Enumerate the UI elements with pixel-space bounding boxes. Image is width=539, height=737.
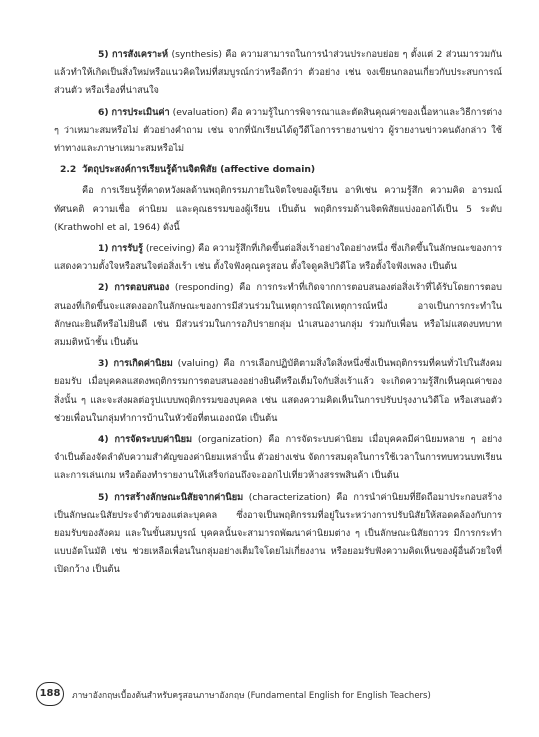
section-heading bbox=[60, 161, 502, 179]
item-text: (evaluation) คือ ความรู้ในการพิจารณาและตัดสินคุณค่าของเนื้อหาและวิธีการต่าง ๆ ว่าเหมาะสมหรือไม่ ตัวอย่างคำถาม เช่น จากที่นักเรียนได้ดูวีดีโอการรายงานข่าว ผู้รายงานข่าวคนดังกล่าว ใช้ท่าทางและภาษาเหมาะสมหรือไม่ bbox=[54, 106, 502, 155]
item-text: (organization) คือ การจัดระบบค่านิยม เมื่อบุคคลมีค่านิยมหลาย ๆ อย่าง จำเป็นต้องจัดลำดับความสำคัญของค่านิยมเหล่านั้น ตัวอย่างเช่น จัดการสมดุลในการใช้เวลาในการทบทวนบทเรียนและการเล่นเกม หรือต้องทำรายงานให้เสร็จก่อนถึงจะออกไปเที่ยวห้างสรรพสินค้า เป็นต้น bbox=[54, 434, 503, 482]
item-text: (synthesis) คือ ความสามารถในการนำส่วนประกอบย่อย ๆ ตั้งแต่ 2 ส่วนมารวมกัน แล้วทำให้เกิดเป็นสิ่งใหม่หรือแนวคิดใหม่ที่สมบูรณ์กว่าหรือดีกว่า ตัวอย่าง เช่น จงเขียนกลอนเกี่ยวกับประสบการณ์ส่วนตัว หรือเรื่องที่น่าสนใจ bbox=[54, 49, 503, 97]
item-term: การสร้างลักษณะนิสัยจากค่านิยม bbox=[114, 491, 244, 503]
body-text bbox=[54, 46, 502, 583]
section-label: 2.2 bbox=[60, 164, 77, 176]
level-responding bbox=[54, 279, 502, 352]
item-term: การสังเคราะห์ bbox=[111, 49, 169, 60]
level-valuing bbox=[54, 355, 502, 428]
level-receiving bbox=[54, 240, 502, 276]
item-text: (characterization) คือ การนำค่านิยมที่ยึดถือมาประกอบสร้างเป็นลักษณะนิสัยประจำตัวของแต่ละบุคคล ซึ่งอาจเป็นพฤติกรรมที่อยู่ในระหว่างการปรับนิสัยให้สอดคล้องกับการยอมรับของสังคม และในขั้นสมบูรณ์ บุคคลนั้นจะสามารถพัฒนาค่านิยมต่าง ๆ เป็นลักษณะนิสัยถาวร มีการกระทำแบบอัตโนมัติ เช่น ช่วยเหลือเพื่อนในกลุ่มอย่างเต็มใจโดยไม่เกี่ยงงาน หรือยอมรับฟังความคิดเห็นของผู้อื่นด้วยใจที่เปิดกว้าง เป็นต้น bbox=[54, 491, 503, 576]
item-number: 5) bbox=[98, 491, 109, 503]
paragraph-evaluation bbox=[54, 104, 502, 159]
item-number: 1) bbox=[98, 243, 109, 255]
item-text: (receiving) คือ ความรู้สึกที่เกิดขึ้นต่อสิ่งเร้าอย่างใดอย่างหนึ่ง ซึ่งเกิดขึ้นในลักษณะของการแสดงความตั้งใจหรือสนใจต่อสิ่งเร้า เช่น ตั้งใจฟังคุณครูสอน ตั้งใจดูคลิปวิดีโอ หรือตั้งใจฟังเพลง เป็นต้น bbox=[54, 243, 503, 273]
item-term: การจัดระบบค่านิยม bbox=[114, 434, 193, 446]
item-term: การเกิดค่านิยม bbox=[113, 358, 173, 370]
item-text: (responding) คือ การกระทำที่เกิดจากการตอบสนองต่อสิ่งเร้าที่ได้รับโดยการตอบสนองที่เกิดขึ้นจะแสดงออกในลักษณะของการมีส่วนร่วมในเหตุการณ์ใดเหตุการณ์หนึ่ง อาจเป็นการกระทำในลักษณะยินดีหรือไม่ยินดี เช่น มีส่วนร่วมในการอภิปรายกลุ่ม นำเสนองานกลุ่ม ร่วมกับเพื่อน หรือไม่แสดงบทบาทสมมติหน้าชั้น เป็นต้น bbox=[54, 282, 503, 349]
item-number: 6) bbox=[98, 106, 109, 118]
section-title: วัตถุประสงค์การเรียนรู้ด้านจิตพิสัย (affective domain) bbox=[82, 164, 316, 176]
intro-paragraph: คือ การเรียนรู้ที่คาดหวังผลด้านพฤติกรรมภายในจิตใจของผู้เรียน อาทิเช่น ความรู้สึก ความคิด อารมณ์ ทัศนคติ ความเชื่อ ค่านิยม และคุณธรรมของผู้เรียน เป็นต้น พฤติกรรมด้านจิตพิสัยแบ่งออกได้เป็น 5 ระดับ (Krathwohl et al, 1964) ดังนี้ bbox=[54, 185, 502, 233]
level-characterization bbox=[54, 489, 502, 580]
running-head: ภาษาอังกฤษเบื้องต้นสำหรับครูสอนภาษาอังกฤษ (Fundamental English for English Teachers) bbox=[72, 691, 431, 701]
item-number: 2) bbox=[98, 282, 109, 294]
item-term: การตอบสนอง bbox=[114, 282, 170, 294]
level-organization bbox=[54, 431, 502, 486]
item-term: การประเมินค่า bbox=[111, 106, 170, 118]
item-number: 5) bbox=[98, 49, 109, 60]
page-footer bbox=[36, 680, 506, 710]
paragraph-synthesis bbox=[54, 46, 502, 101]
item-text: (valuing) คือ การเลือกปฏิบัติตามสิ่งใดสิ่งหนึ่งซึ่งเป็นพฤติกรรมที่คนทั่วไปในสังคมยอมรับ เมื่อบุคคลแสดงพฤติกรรมการตอบสนองอย่างยินดีหรือเต็มใจกับสิ่งเร้าแล้ว จะเกิดความรู้สึกเห็นคุณค่าของสิ่งนั้น ๆ และจะส่งผลต่อรูปแบบพฤติกรรมของบุคคล เช่น แสดงความคิดเห็นในการปรับปรุงงานวิดีโอ หรือเสนอตัวช่วยเพื่อนในกลุ่มทำการบ้านในหัวข้อที่ตนเองถนัด เป็นต้น bbox=[54, 358, 502, 424]
item-number: 4) bbox=[98, 434, 109, 446]
page-number: 188 bbox=[36, 682, 64, 706]
item-term: การรับรู้ bbox=[111, 243, 143, 255]
item-number: 3) bbox=[98, 358, 109, 370]
